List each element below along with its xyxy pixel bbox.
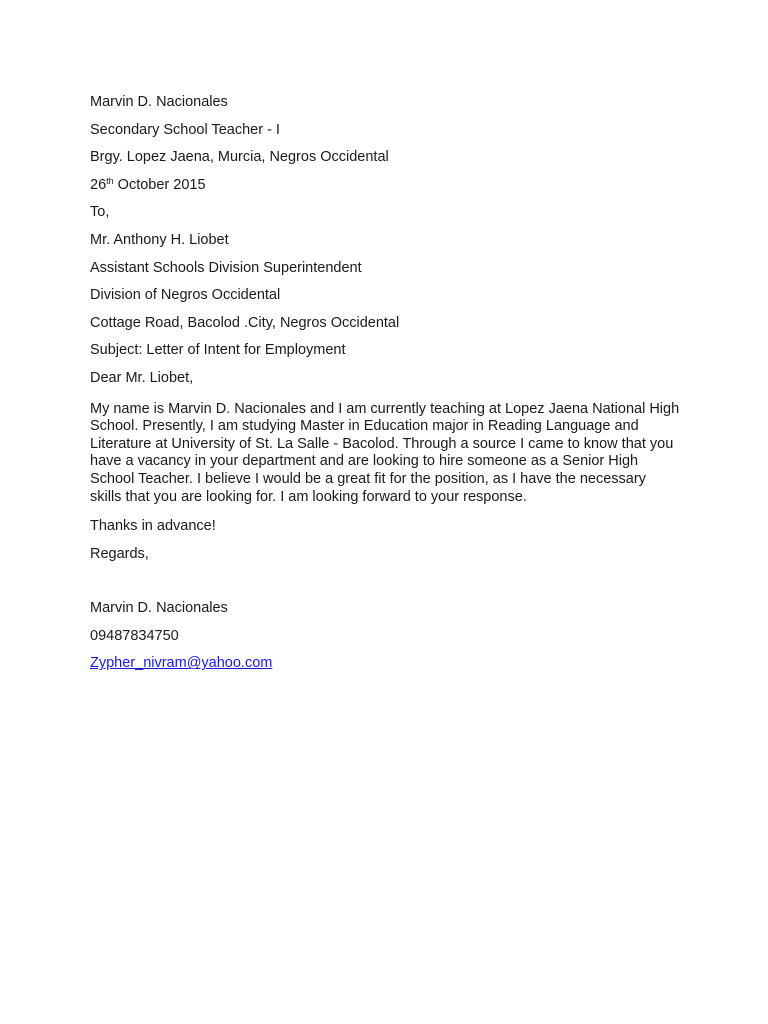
signature-email-line bbox=[90, 653, 680, 681]
recipient-name: Mr. Anthony H. Liobet bbox=[90, 231, 229, 248]
date-rest: October 2015 bbox=[113, 176, 206, 193]
recipient-division: Division of Negros Occidental bbox=[90, 287, 281, 304]
signature-name: Marvin D. Nacionales bbox=[90, 600, 228, 617]
sender-name: Marvin D. Nacionales bbox=[90, 94, 228, 110]
greeting: Dear Mr. Liobet, bbox=[90, 369, 194, 386]
closing-line: Regards, bbox=[90, 545, 149, 562]
email-link[interactable]: Zypher_nivram@yahoo.com bbox=[90, 655, 273, 672]
date-suffix: th bbox=[106, 175, 114, 186]
signature-phone: 09487834750 bbox=[90, 627, 179, 644]
body-paragraph: My name is Marvin D. Nacionales and I am currently teaching at Lopez Jaena National High School. Presently, I am studying Master in Education major in Reading Language and Literature at University of St. La Salle - Bacolod. Through a source I came to know that you have a vacancy in your department and are looking to hire someone as a Senior High School Teacher. I believe I would be a great fit for the position, as I have the necessary skills that you are looking for. I am looking forward to your response. bbox=[90, 400, 680, 505]
salutation-to: To, bbox=[90, 204, 110, 221]
sender-position: Secondary School Teacher - I bbox=[90, 121, 280, 138]
recipient-title: Assistant Schools Division Superintendent bbox=[90, 259, 362, 276]
date-day: 26 bbox=[90, 176, 107, 193]
thanks-line: Thanks in advance! bbox=[90, 518, 216, 535]
subject-line: Subject: Letter of Intent for Employment bbox=[90, 342, 346, 359]
letter bbox=[90, 92, 680, 681]
recipient-address: Cottage Road, Bacolod .City, Negros Occidental bbox=[90, 314, 400, 331]
sender-address: Brgy. Lopez Jaena, Murcia, Negros Occidental bbox=[90, 149, 389, 166]
letter-date bbox=[90, 175, 680, 203]
signature-gap bbox=[90, 571, 680, 598]
